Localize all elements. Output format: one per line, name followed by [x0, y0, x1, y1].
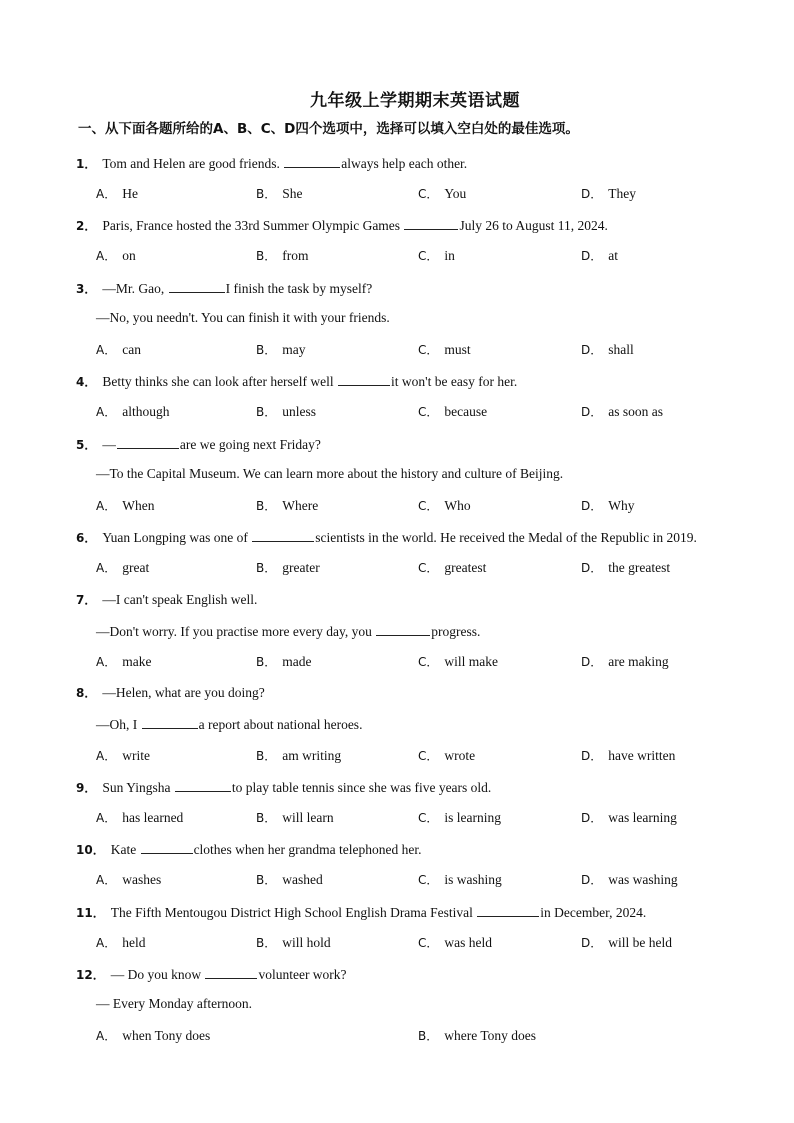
option-text: Why: [608, 498, 635, 513]
option-label: C．: [418, 936, 439, 950]
option-text: When: [122, 498, 155, 513]
question-stem: [76, 591, 257, 608]
option-label: B．: [256, 249, 277, 263]
option-a: [96, 247, 136, 264]
question-text: July 26 to August 11, 2024.: [459, 218, 608, 233]
option-label: A．: [96, 873, 117, 887]
question-text: clothes when her grandma telephoned her.: [193, 842, 422, 857]
option-text: write: [122, 748, 150, 763]
option-a: [96, 341, 141, 358]
option-label: C．: [418, 249, 439, 263]
answer-blank: [376, 622, 430, 636]
option-text: unless: [282, 404, 316, 419]
option-d: [581, 559, 670, 576]
question-text: Kate: [110, 842, 140, 857]
option-b: [256, 497, 318, 514]
option-text: are making: [608, 654, 669, 669]
option-label: D．: [581, 655, 603, 669]
option-text: She: [282, 186, 303, 201]
option-c: [418, 934, 492, 951]
option-d: [581, 185, 636, 202]
option-row: [96, 809, 776, 829]
option-row: [96, 1027, 776, 1047]
option-row: [96, 185, 776, 205]
page-title: 九年级上学期期末英语试题: [310, 91, 520, 111]
option-label: D．: [581, 811, 603, 825]
question-stem: [76, 840, 421, 858]
option-d: [581, 497, 635, 514]
question-text: to play table tennis since she was five years old.: [231, 780, 492, 795]
question-text: in December, 2024.: [540, 905, 647, 920]
question-text: The Fifth Mentougou District High School English Drama Festival: [110, 905, 477, 920]
option-b: [256, 341, 305, 358]
option-row: [96, 934, 776, 954]
option-text: washed: [282, 872, 323, 887]
question-text: —Helen, what are you doing?: [102, 685, 265, 700]
option-text: have written: [608, 748, 676, 763]
option-text: will make: [444, 654, 499, 669]
option-row: [96, 497, 776, 517]
option-a: [96, 559, 149, 576]
option-label: A．: [96, 561, 117, 575]
question-text: —To the Capital Museum. We can learn more about the history and culture of Beijing.: [96, 466, 564, 481]
option-label: D．: [581, 873, 603, 887]
option-label: A．: [96, 811, 117, 825]
option-d: [581, 934, 672, 951]
option-b: [256, 934, 331, 951]
option-text: may: [282, 342, 306, 357]
option-text: will hold: [282, 935, 331, 950]
option-label: C．: [418, 187, 439, 201]
question-number: 9．: [76, 781, 97, 795]
option-c: [418, 403, 487, 420]
question-text: — Every Monday afternoon.: [96, 996, 252, 1011]
option-label: A．: [96, 249, 117, 263]
option-text: the greatest: [608, 560, 671, 575]
option-label: D．: [581, 561, 603, 575]
question-stem: [76, 154, 467, 172]
option-d: [581, 653, 669, 670]
answer-blank: [404, 216, 458, 230]
option-a: [96, 653, 151, 670]
answer-blank: [338, 372, 390, 386]
option-text: You: [444, 186, 467, 201]
option-label: A．: [96, 405, 117, 419]
option-label: B．: [256, 873, 277, 887]
option-b: [418, 1027, 536, 1044]
option-label: B．: [418, 1029, 439, 1043]
question-stem: [76, 435, 321, 453]
answer-blank: [284, 154, 340, 168]
option-text: great: [122, 560, 150, 575]
option-text: was learning: [608, 810, 677, 825]
option-a: [96, 809, 183, 826]
option-label: B．: [256, 655, 277, 669]
question-text: volunteer work?: [258, 967, 347, 982]
option-label: A．: [96, 655, 117, 669]
option-text: as soon as: [608, 404, 663, 419]
option-row: [96, 653, 776, 673]
option-a: [96, 497, 154, 514]
option-label: C．: [418, 811, 439, 825]
option-text: washes: [122, 872, 162, 887]
option-c: [418, 247, 455, 264]
option-text: where Tony does: [444, 1028, 537, 1043]
option-text: although: [122, 404, 170, 419]
option-a: [96, 747, 150, 764]
option-label: C．: [418, 749, 439, 763]
option-label: B．: [256, 343, 277, 357]
option-label: D．: [581, 405, 603, 419]
question-text: a report about national heroes.: [198, 717, 363, 732]
question-dialogue-line: [96, 466, 563, 482]
option-c: [418, 871, 502, 888]
question-number: 3．: [76, 282, 97, 296]
question-text: —Mr. Gao,: [102, 281, 168, 296]
answer-blank: [141, 840, 193, 854]
option-d: [581, 341, 634, 358]
option-row: [96, 559, 776, 579]
question-stem: [76, 778, 491, 796]
option-label: D．: [581, 343, 603, 357]
option-d: [581, 403, 663, 420]
question-text: Tom and Helen are good friends.: [102, 156, 284, 171]
question-text: —No, you needn't. You can finish it with your friends.: [96, 310, 390, 325]
option-row: [96, 871, 776, 891]
option-label: D．: [581, 249, 603, 263]
option-b: [256, 185, 302, 202]
option-c: [418, 747, 475, 764]
option-label: B．: [256, 936, 277, 950]
question-text: —: [102, 437, 116, 452]
question-stem: [76, 372, 517, 390]
question-number: 2．: [76, 219, 97, 233]
answer-blank: [142, 715, 198, 729]
option-row: [96, 341, 776, 361]
question-text: — Do you know: [110, 967, 205, 982]
option-label: B．: [256, 749, 277, 763]
question-dialogue-line: [96, 996, 252, 1012]
option-c: [418, 653, 498, 670]
option-text: They: [608, 186, 636, 201]
option-text: shall: [608, 342, 634, 357]
option-label: B．: [256, 405, 277, 419]
option-label: A．: [96, 936, 117, 950]
option-text: was washing: [608, 872, 678, 887]
question-stem: [76, 903, 646, 921]
option-text: was held: [444, 935, 493, 950]
question-dialogue-line: [96, 715, 362, 733]
option-label: B．: [256, 561, 277, 575]
option-a: [96, 871, 161, 888]
option-text: in: [444, 248, 455, 263]
question-text: are we going next Friday?: [179, 437, 321, 452]
option-b: [256, 871, 323, 888]
question-text: Sun Yingsha: [102, 780, 174, 795]
question-number: 7．: [76, 593, 97, 607]
option-b: [256, 653, 311, 670]
option-b: [256, 747, 341, 764]
option-text: when Tony does: [122, 1028, 211, 1043]
option-label: B．: [256, 187, 277, 201]
option-text: from: [282, 248, 309, 263]
question-number: 10．: [76, 843, 105, 857]
option-text: because: [444, 404, 488, 419]
answer-blank: [175, 778, 231, 792]
option-c: [418, 341, 471, 358]
question-text: Paris, France hosted the 33rd Summer Olympic Games: [102, 218, 404, 233]
option-text: greatest: [444, 560, 487, 575]
option-d: [581, 247, 618, 264]
option-d: [581, 871, 678, 888]
option-label: D．: [581, 187, 603, 201]
answer-blank: [205, 965, 257, 979]
option-b: [256, 403, 316, 420]
section-heading: 一、从下面各题所给的A、B、C、D四个选项中，选择可以填入空白处的最佳选项。: [78, 121, 579, 137]
option-label: D．: [581, 749, 603, 763]
option-b: [256, 559, 320, 576]
option-a: [96, 185, 138, 202]
answer-blank: [117, 435, 179, 449]
question-text: always help each other.: [341, 156, 468, 171]
option-row: [96, 247, 776, 267]
option-label: C．: [418, 343, 439, 357]
option-c: [418, 559, 486, 576]
option-label: C．: [418, 655, 439, 669]
question-text: it won't be easy for her.: [391, 374, 518, 389]
option-a: [96, 934, 145, 951]
option-text: wrote: [444, 748, 476, 763]
option-label: C．: [418, 405, 439, 419]
question-stem: [76, 279, 372, 297]
question-number: 5．: [76, 438, 97, 452]
question-text: —Don't worry. If you practise more every day, you: [96, 624, 376, 639]
question-stem: [76, 965, 347, 983]
question-number: 4．: [76, 375, 97, 389]
option-label: C．: [418, 499, 439, 513]
option-label: D．: [581, 499, 603, 513]
option-text: Where: [282, 498, 319, 513]
option-label: B．: [256, 499, 277, 513]
option-text: He: [122, 186, 138, 201]
question-stem: [76, 528, 697, 546]
option-b: [256, 247, 308, 264]
question-text: Betty thinks she can look after herself well: [102, 374, 338, 389]
option-text: on: [122, 248, 136, 263]
option-a: [96, 1027, 210, 1044]
option-label: A．: [96, 187, 117, 201]
option-label: B．: [256, 811, 277, 825]
option-row: [96, 747, 776, 767]
option-c: [418, 809, 501, 826]
option-label: A．: [96, 499, 117, 513]
answer-blank: [477, 903, 539, 917]
question-number: 11．: [76, 906, 105, 920]
option-label: A．: [96, 1029, 117, 1043]
question-text: I finish the task by myself?: [225, 281, 373, 296]
option-label: C．: [418, 561, 439, 575]
option-text: greater: [282, 560, 320, 575]
question-text: —Oh, I: [96, 717, 141, 732]
answer-blank: [252, 528, 314, 542]
option-text: will be held: [608, 935, 672, 950]
option-c: [418, 497, 471, 514]
option-text: must: [444, 342, 471, 357]
question-stem: [76, 216, 608, 234]
option-text: held: [122, 935, 146, 950]
question-text: scientists in the world. He received the Medal of the Republic in 2019.: [315, 530, 697, 545]
answer-blank: [169, 279, 225, 293]
option-label: A．: [96, 749, 117, 763]
question-text: Yuan Longping was one of: [102, 530, 252, 545]
question-number: 6．: [76, 531, 97, 545]
option-a: [96, 403, 169, 420]
option-text: am writing: [282, 748, 342, 763]
option-text: make: [122, 654, 152, 669]
question-dialogue-line: [96, 310, 390, 326]
option-b: [256, 809, 334, 826]
option-text: at: [608, 248, 618, 263]
question-stem: [76, 684, 265, 701]
option-label: A．: [96, 343, 117, 357]
question-dialogue-line: [96, 622, 480, 640]
option-c: [418, 185, 466, 202]
option-text: is learning: [444, 810, 502, 825]
option-label: D．: [581, 936, 603, 950]
option-text: is washing: [444, 872, 502, 887]
option-text: made: [282, 654, 312, 669]
option-d: [581, 747, 675, 764]
question-number: 1．: [76, 157, 97, 171]
option-row: [96, 403, 776, 423]
option-text: Who: [444, 498, 471, 513]
option-label: C．: [418, 873, 439, 887]
question-text: —I can't speak English well.: [102, 592, 258, 607]
option-d: [581, 809, 677, 826]
question-number: 12．: [76, 968, 105, 982]
option-text: has learned: [122, 810, 184, 825]
question-number: 8．: [76, 686, 97, 700]
option-text: will learn: [282, 810, 334, 825]
question-text: progress.: [431, 624, 481, 639]
option-text: can: [122, 342, 141, 357]
